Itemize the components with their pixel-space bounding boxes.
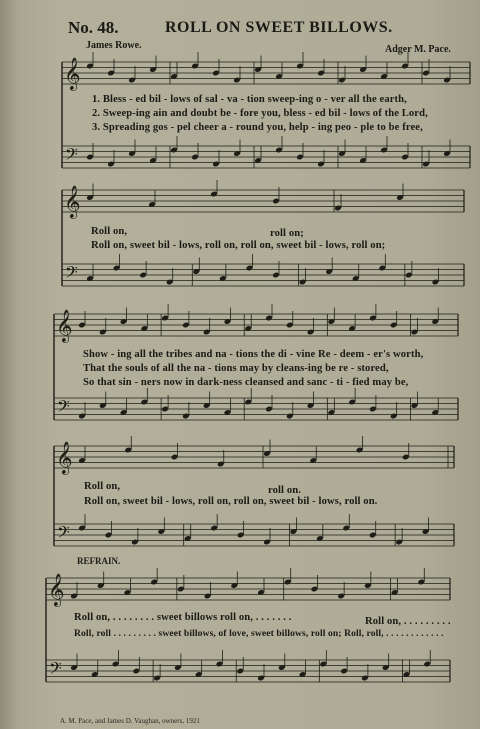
system1-verse1: 1. Bless - ed bil - lows of sal - va - tion sweep-ing o - ver all the earth, bbox=[92, 94, 407, 105]
system3-verse3: So that sin - ners now in dark-ness cleansed and sanc - ti - fied may be, bbox=[83, 377, 409, 388]
system3-verse2: That the souls of all the na - tions may by cleans-ing be re - stored, bbox=[83, 363, 389, 374]
system1-verse3: 3. Spreading gos - pel cheer a - round you, help - ing peo - ple to be free, bbox=[92, 122, 423, 133]
system5-line1-a: Roll on, . . . . . . . . sweet billows roll on, . . . . . . . bbox=[74, 612, 292, 623]
system5-line2: Roll, roll . . . . . . . . . sweet billows, of love, sweet billows, roll on; Roll, roll, . . . . . . . . . . . . bbox=[74, 628, 444, 639]
system5-line1-b: Roll on, . . . . . . . . . bbox=[365, 616, 451, 627]
system4-line1-b: roll on. bbox=[268, 485, 301, 496]
system1-bass-clef: 𝄢 bbox=[65, 144, 78, 168]
lyricist-credit: James Rowe. bbox=[86, 40, 142, 51]
system3-treble-clef: 𝄞 bbox=[56, 309, 73, 342]
hymn-title: ROLL ON SWEET BILLOWS. bbox=[165, 19, 393, 36]
copyright-footer: A. M. Pace, and James D. Vaughan, owners, 1921 bbox=[60, 717, 200, 725]
hymn-number: No. 48. bbox=[68, 18, 119, 37]
system3-bass-clef: 𝄢 bbox=[57, 396, 70, 420]
system5-bass-clef: 𝄢 bbox=[49, 658, 62, 682]
refrain-label: REFRAIN. bbox=[77, 556, 121, 566]
system2-bass-clef: 𝄢 bbox=[65, 262, 78, 286]
system2-treble-clef: 𝄞 bbox=[64, 185, 81, 218]
system2-line1-b: roll on; bbox=[270, 228, 304, 239]
system2-line1-a: Roll on, bbox=[91, 226, 128, 237]
system4-line1-a: Roll on, bbox=[84, 481, 121, 492]
system4-bass-clef: 𝄢 bbox=[57, 522, 70, 546]
system3-verse1: Show - ing all the tribes and na - tions the di - vine Re - deem - er's worth, bbox=[83, 349, 424, 360]
system1-verse2: 2. Sweep-ing ain and doubt be - fore you, bless - ed bil - lows of the Lord, bbox=[92, 108, 428, 119]
system4-treble-clef: 𝄞 bbox=[56, 441, 73, 474]
composer-credit: Adger M. Pace. bbox=[385, 44, 451, 55]
system2-line2: Roll on, sweet bil - lows, roll on, roll on, sweet bil - lows, roll on; bbox=[91, 240, 386, 251]
system5-treble-clef: 𝄞 bbox=[48, 573, 65, 606]
system4-line2: Roll on, sweet bil - lows, roll on, roll on, sweet bil - lows, roll on. bbox=[84, 496, 378, 507]
system1-treble-clef: 𝄞 bbox=[64, 57, 81, 90]
